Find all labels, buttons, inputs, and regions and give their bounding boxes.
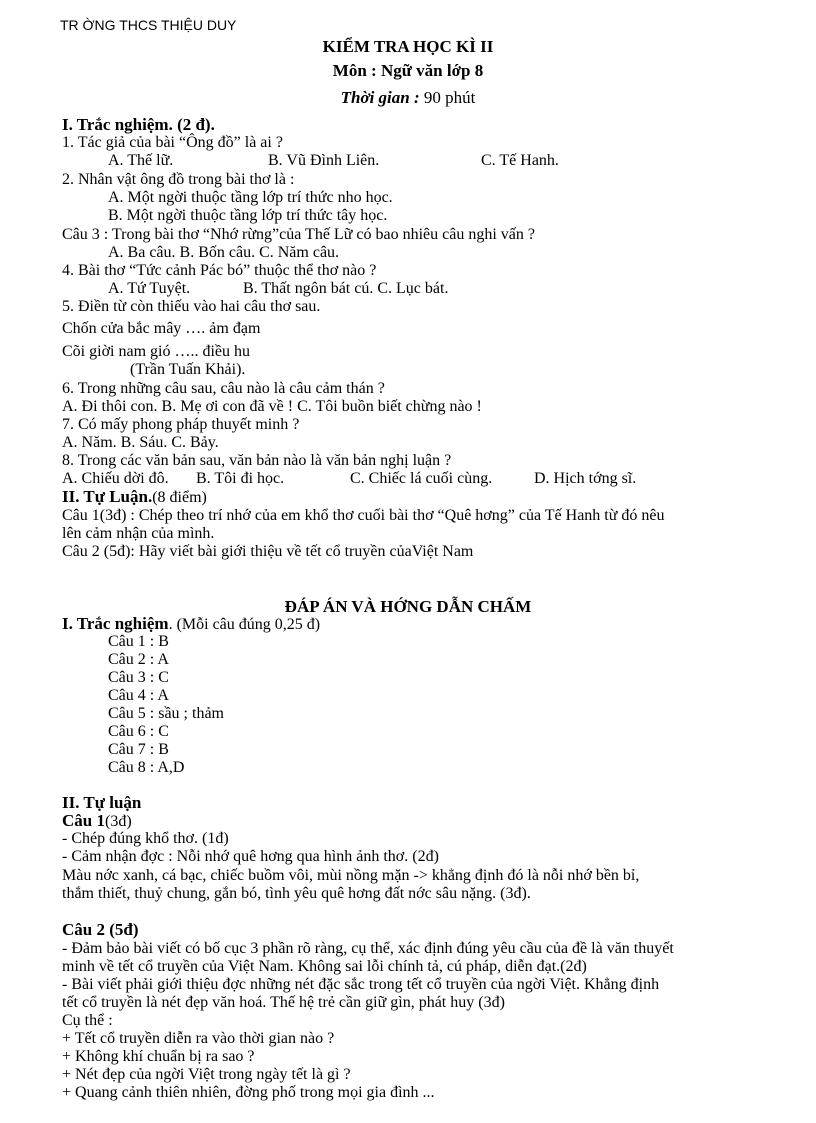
exam-time xyxy=(0,89,816,107)
answer-c2-line: + Không khí chuẩn bị ra sao ? xyxy=(62,1048,255,1065)
question-8-option-b: B. Tôi đi học. xyxy=(196,470,285,487)
answer-c1-line: Màu nớc xanh, cá bạc, chiếc buồm vôi, mùi nồng mặn -> khẳng định đó là nỗi nhớ bền bỉ, xyxy=(62,867,640,884)
question-4: 4. Bài thơ “Tức cảnh Pác bó” thuộc thể thơ nào ? xyxy=(62,262,377,279)
answer-item: Câu 6 : C xyxy=(108,723,169,740)
answer-item: Câu 8 : A,D xyxy=(108,759,185,776)
question-8-option-c: C. Chiếc lá cuối cùng. xyxy=(350,470,493,487)
answer-item: Câu 7 : B xyxy=(108,741,169,758)
question-4-options-bc: B. Thất ngôn bát cú. C. Lục bát. xyxy=(243,280,449,297)
question-2-option-a: A. Một ngời thuộc tầng lớp trí thức nho học. xyxy=(108,189,393,206)
answer-c2-line: - Bài viết phải giới thiệu đợc những nét đặc sắc trong tết cổ truyền của ngời Việt. Khẳng định xyxy=(62,976,660,993)
time-value: 90 phút xyxy=(423,88,476,107)
essay-question-1-cont: lên cảm nhận của mình. xyxy=(62,525,215,542)
answer-c2-line: + Tết cổ truyền diễn ra vào thời gian nào ? xyxy=(62,1030,335,1047)
question-3-options: A. Ba câu. B. Bốn câu. C. Năm câu. xyxy=(108,244,340,261)
answer-c1-points: (3đ) xyxy=(104,813,132,830)
answer-c2-heading: Câu 2 (5đ) xyxy=(62,920,139,939)
answer-c2-line: minh về tết cổ truyền của Việt Nam. Không sai lỗi chính tả, cú pháp, diễn đạt.(2đ) xyxy=(62,958,587,975)
question-6: 6. Trong những câu sau, câu nào là câu cảm thán ? xyxy=(62,380,385,397)
question-1-option-a: A. Thế lữ. xyxy=(108,152,174,169)
question-1: 1. Tác giả của bài “Ông đồ” là ai ? xyxy=(62,134,283,151)
answer-c2-line: tết cổ truyền là nét đẹp văn hoá. Thế hệ trẻ cần giữ gìn, phát huy (3đ) xyxy=(62,994,505,1011)
part2-heading-label: II. Tự Luận. xyxy=(62,487,153,506)
school-name: TR ỜNG THCS THIỆU DUY xyxy=(60,17,237,33)
question-1-option-c: C. Tế Hanh. xyxy=(481,152,559,169)
essay-question-2: Câu 2 (5đ): Hãy viết bài giới thiệu về tết cổ truyền củaViệt Nam xyxy=(62,543,474,560)
question-1-option-b: B. Vũ Đình Liên. xyxy=(268,152,380,169)
answer-item: Câu 4 : A xyxy=(108,687,169,704)
question-8-option-d: D. Hịch tớng sĩ. xyxy=(534,470,637,487)
answer-item: Câu 5 : sầu ; thảm xyxy=(108,705,224,722)
answers-mc-note: . (Mỗi câu đúng 0,25 đ) xyxy=(168,616,321,633)
answer-c2-line: + Quang cảnh thiên nhiên, đờng phố trong mọi gia đình ... xyxy=(62,1084,435,1101)
answers-mc-heading-label: I. Trắc nghiệm xyxy=(62,614,169,633)
answer-item: Câu 3 : C xyxy=(108,669,169,686)
question-5: 5. Điền từ còn thiếu vào hai câu thơ sau. xyxy=(62,298,321,315)
question-2-option-b: B. Một ngời thuộc tầng lớp trí thức tây học. xyxy=(108,207,388,224)
answer-c1-heading xyxy=(62,812,132,831)
answer-c1-line: - Cảm nhận đợc : Nỗi nhớ quê hơng qua hình ảnh thơ. (2đ) xyxy=(62,848,439,865)
exam-title: KIỂM TRA HỌC KÌ II xyxy=(322,37,494,56)
question-4-option-a: A. Tứ Tuyệt. xyxy=(108,280,191,297)
answer-c1-line: - Chép đúng khổ thơ. (1đ) xyxy=(62,830,229,847)
time-label: Thời gian : xyxy=(340,88,420,107)
question-7: 7. Có mấy phong pháp thuyết minh ? xyxy=(62,416,300,433)
essay-question-1: Câu 1(3đ) : Chép theo trí nhớ của em khổ thơ cuối bài thơ “Quê hơng” của Tế Hanh từ đó nêu xyxy=(62,507,665,524)
question-7-options: A. Năm. B. Sáu. C. Bảy. xyxy=(62,434,219,451)
answer-c1-line: thắm thiết, thuỷ chung, gắn bó, tình yêu quê hơng đất nớc sâu nặng. (3đ). xyxy=(62,885,531,902)
question-6-options: A. Đi thôi con. B. Mẹ ơi con đã về ! C. Tôi buồn biết chừng nào ! xyxy=(62,398,482,415)
answer-item: Câu 2 : A xyxy=(108,651,169,668)
part2-heading xyxy=(62,488,207,507)
answers-title: ĐÁP ÁN VÀ HỚNG DẪN CHẤM xyxy=(284,597,532,616)
part1-heading: I. Trắc nghiệm. (2 đ). xyxy=(62,115,215,134)
question-8: 8. Trong các văn bản sau, văn bản nào là văn bản nghị luận ? xyxy=(62,452,452,469)
answer-c1-label: Câu 1 xyxy=(62,811,105,830)
poem-line-2: Cõi giời nam gió ….. điều hu xyxy=(62,343,251,360)
answer-c2-line: Cụ thể : xyxy=(62,1012,113,1029)
poem-author: (Trần Tuấn Khải). xyxy=(130,361,246,378)
part2-heading-points: (8 điểm) xyxy=(152,489,207,506)
answer-c2-line: - Đảm bảo bài viết có bố cục 3 phần rõ ràng, cụ thể, xác định đúng yêu cầu của đề là văn thuyết xyxy=(62,940,674,957)
answers-mc-heading xyxy=(62,615,320,634)
answers-essay-heading: II. Tự luận xyxy=(62,793,142,812)
exam-subject: Môn : Ngữ văn lớp 8 xyxy=(332,61,484,80)
question-3: Câu 3 : Trong bài thơ “Nhớ rừng”của Thế Lữ có bao nhiêu câu nghi vấn ? xyxy=(62,226,535,243)
question-2: 2. Nhân vật ông đồ trong bài thơ là : xyxy=(62,171,295,188)
question-8-option-a: A. Chiếu dời đô. xyxy=(62,470,169,487)
answer-c2-line: + Nét đẹp của ngời Việt trong ngày tết là gì ? xyxy=(62,1066,351,1083)
answer-item: Câu 1 : B xyxy=(108,633,169,650)
poem-line-1: Chốn cửa bắc mây …. ảm đạm xyxy=(62,320,261,337)
